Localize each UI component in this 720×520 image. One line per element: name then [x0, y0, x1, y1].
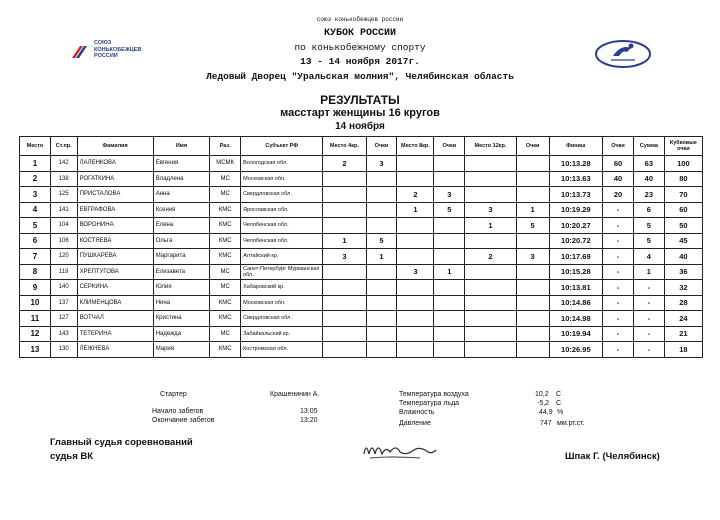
- cell-place: 3: [20, 187, 51, 203]
- end-label: Окончание забегов: [152, 417, 215, 424]
- cell-bib: 104: [50, 218, 77, 234]
- cell-region: Челябинская обл.: [241, 218, 323, 234]
- cell-o12: [516, 326, 549, 342]
- cell-p12: [465, 171, 516, 187]
- cell-o4: [366, 342, 397, 358]
- table-header-row: [20, 137, 703, 156]
- cell-fpts: 40: [603, 171, 634, 187]
- cell-fpts: -: [603, 233, 634, 249]
- cell-place: 12: [20, 326, 51, 342]
- end-time: 13:20: [300, 417, 318, 424]
- cell-p4: [323, 295, 366, 311]
- cell-finish: 10:19.29: [549, 202, 602, 218]
- cell-surname: КОСТЯЕВА: [77, 233, 153, 249]
- cell-region: Санкт-Петербург Мурманская обл.: [241, 264, 323, 280]
- ice-temp-label: Температура льда: [399, 400, 460, 407]
- cell-surname: СЕРКИНА: [77, 280, 153, 296]
- cell-fpts: -: [603, 326, 634, 342]
- cell-bib: 120: [50, 249, 77, 265]
- cell-place: 9: [20, 280, 51, 296]
- results-table: [19, 136, 703, 358]
- sport-subtitle: по конькобежному спорту: [294, 42, 426, 53]
- col-header: Очки: [603, 137, 634, 156]
- cell-o12: [516, 295, 549, 311]
- table-row: [20, 218, 703, 234]
- cell-o8: 5: [434, 202, 465, 218]
- cell-place: 5: [20, 218, 51, 234]
- cell-region: Хабаровский кр.: [241, 280, 323, 296]
- cell-finish: 10:26.95: [549, 342, 602, 358]
- cell-o4: 5: [366, 233, 397, 249]
- cell-name: Кристина: [153, 311, 210, 327]
- cell-place: 2: [20, 171, 51, 187]
- cell-o4: [366, 326, 397, 342]
- cell-p8: [397, 233, 434, 249]
- logo-text-line: СОЮЗ: [94, 40, 112, 46]
- cell-o12: 5: [516, 218, 549, 234]
- cell-rank: КМС: [210, 342, 241, 358]
- cell-p4: [323, 187, 366, 203]
- cell-p8: 1: [397, 202, 434, 218]
- table-row: [20, 187, 703, 203]
- air-temp-unit: С: [556, 391, 562, 398]
- cell-p4: [323, 342, 366, 358]
- cell-rank: КМС: [210, 218, 241, 234]
- cell-p8: [397, 311, 434, 327]
- cell-fpts: 60: [603, 156, 634, 172]
- cell-name: Нина: [153, 295, 210, 311]
- cell-bib: 127: [50, 311, 77, 327]
- col-header: Место 12кр.: [465, 137, 516, 156]
- cup-title: КУБОК РОССИИ: [323, 28, 396, 39]
- cell-sum: 5: [633, 233, 664, 249]
- cell-sum: 4: [633, 249, 664, 265]
- cell-finish: 10:20.27: [549, 218, 602, 234]
- cell-cup: 21: [664, 326, 702, 342]
- cell-o12: [516, 187, 549, 203]
- start-time: 13:05: [300, 408, 318, 415]
- cell-o8: 1: [434, 264, 465, 280]
- cell-finish: 10:15.28: [549, 264, 602, 280]
- col-header: Место 4кр.: [323, 137, 366, 156]
- cell-o12: [516, 233, 549, 249]
- cell-region: Московская обл.: [241, 171, 323, 187]
- col-header: Место 8кр.: [397, 137, 434, 156]
- cell-surname: РОГАТКИНА: [77, 171, 153, 187]
- cell-surname: ЕВГРАФОВА: [77, 202, 153, 218]
- cell-surname: ЛАЛЕНКОВА: [77, 156, 153, 172]
- cell-p8: [397, 326, 434, 342]
- cell-o12: [516, 311, 549, 327]
- skater-emblem-icon: [593, 38, 653, 70]
- chief-judge-title: Главный судья соревнований: [50, 437, 193, 448]
- cell-cup: 32: [664, 280, 702, 296]
- table-row: [20, 311, 703, 327]
- cell-p8: 2: [397, 187, 434, 203]
- cell-p12: 3: [465, 202, 516, 218]
- cell-place: 4: [20, 202, 51, 218]
- cell-bib: 106: [50, 233, 77, 249]
- cell-o8: [434, 218, 465, 234]
- cell-finish: 10:13.73: [549, 187, 602, 203]
- cell-p8: [397, 171, 434, 187]
- cell-cup: 80: [664, 171, 702, 187]
- col-header: Кубковые очки: [664, 137, 702, 156]
- cell-o4: [366, 218, 397, 234]
- pressure-label: Давление: [399, 420, 431, 427]
- cell-o8: 3: [434, 187, 465, 203]
- cell-o8: [434, 156, 465, 172]
- cell-cup: 70: [664, 187, 702, 203]
- cell-cup: 40: [664, 249, 702, 265]
- humidity: 44,9: [539, 409, 553, 416]
- cell-rank: МС: [210, 264, 241, 280]
- pressure: 747: [540, 420, 552, 427]
- cell-p12: [465, 187, 516, 203]
- cell-finish: 10:13.63: [549, 171, 602, 187]
- cell-cup: 24: [664, 311, 702, 327]
- cell-bib: 138: [50, 171, 77, 187]
- col-header: Очки: [516, 137, 549, 156]
- cell-fpts: -: [603, 249, 634, 265]
- cell-rank: МС: [210, 187, 241, 203]
- cell-o4: [366, 202, 397, 218]
- cell-o4: [366, 187, 397, 203]
- cell-p12: [465, 311, 516, 327]
- cell-finish: 10:14.86: [549, 295, 602, 311]
- cell-p12: 2: [465, 249, 516, 265]
- cell-rank: МС: [210, 171, 241, 187]
- cell-o4: [366, 280, 397, 296]
- cell-p4: 3: [323, 249, 366, 265]
- cell-o8: [434, 249, 465, 265]
- cell-rank: КМС: [210, 311, 241, 327]
- col-header: Место: [20, 137, 51, 156]
- col-header: Ст.пр.: [50, 137, 77, 156]
- cell-p8: [397, 156, 434, 172]
- cell-p8: [397, 218, 434, 234]
- cell-sum: -: [633, 295, 664, 311]
- cell-bib: 143: [50, 326, 77, 342]
- cell-name: Надежда: [153, 326, 210, 342]
- cell-p8: [397, 342, 434, 358]
- cell-cup: 45: [664, 233, 702, 249]
- cell-surname: ПУШКАРЕВА: [77, 249, 153, 265]
- air-temp: 10,2: [535, 391, 549, 398]
- event-dates: 13 - 14 ноября 2017г.: [300, 56, 420, 67]
- cell-p12: [465, 295, 516, 311]
- cell-region: Свердловская обл.: [241, 187, 323, 203]
- cell-finish: 10:19.94: [549, 326, 602, 342]
- cell-p8: [397, 280, 434, 296]
- cell-p4: 2: [323, 156, 366, 172]
- cell-p12: [465, 156, 516, 172]
- cell-region: Свердловская обл.: [241, 311, 323, 327]
- cell-o4: [366, 264, 397, 280]
- cell-place: 10: [20, 295, 51, 311]
- cell-sum: -: [633, 280, 664, 296]
- col-header: Сумма: [633, 137, 664, 156]
- cell-o12: [516, 280, 549, 296]
- cell-bib: 119: [50, 264, 77, 280]
- humidity-unit: %: [557, 409, 564, 416]
- table-row: [20, 264, 703, 280]
- cell-name: Анна: [153, 187, 210, 203]
- cell-cup: 18: [664, 342, 702, 358]
- cell-p12: [465, 280, 516, 296]
- cell-p12: [465, 342, 516, 358]
- cell-rank: МС: [210, 326, 241, 342]
- cell-bib: 125: [50, 187, 77, 203]
- cell-cup: 60: [664, 202, 702, 218]
- cell-fpts: -: [603, 280, 634, 296]
- cell-p4: 1: [323, 233, 366, 249]
- cell-name: Маргарита: [153, 249, 210, 265]
- cell-finish: 10:17.69: [549, 249, 602, 265]
- cell-o12: [516, 156, 549, 172]
- event-name: масстарт женщины 16 кругов: [280, 107, 440, 119]
- judge-signature: [360, 436, 440, 466]
- cell-place: 11: [20, 311, 51, 327]
- judge-category: судья ВК: [50, 451, 94, 462]
- cell-rank: МС: [210, 280, 241, 296]
- cell-sum: 6: [633, 202, 664, 218]
- cell-finish: 10:13.81: [549, 280, 602, 296]
- cell-fpts: -: [603, 264, 634, 280]
- results-title: РЕЗУЛЬТАТЫ: [320, 93, 400, 107]
- cell-cup: 100: [664, 156, 702, 172]
- cell-sum: 63: [633, 156, 664, 172]
- chief-judge-name: Шпак Г. (Челябинск): [565, 451, 660, 462]
- cell-p8: 3: [397, 264, 434, 280]
- cell-sum: 1: [633, 264, 664, 280]
- cell-p4: [323, 218, 366, 234]
- cell-o12: [516, 171, 549, 187]
- cell-place: 6: [20, 233, 51, 249]
- cell-o8: [434, 342, 465, 358]
- cell-region: Алтайский кр.: [241, 249, 323, 265]
- cell-name: Владлена: [153, 171, 210, 187]
- cell-fpts: 20: [603, 187, 634, 203]
- cell-bib: 140: [50, 280, 77, 296]
- cell-rank: КМС: [210, 295, 241, 311]
- cell-o4: [366, 295, 397, 311]
- union-logo-icon: [70, 42, 90, 62]
- cell-bib: 130: [50, 342, 77, 358]
- start-label: Начало забегов: [152, 408, 204, 415]
- cell-p4: [323, 171, 366, 187]
- cell-fpts: -: [603, 202, 634, 218]
- cell-name: Юлия: [153, 280, 210, 296]
- cell-rank: КМС: [210, 249, 241, 265]
- cell-name: Евгения: [153, 156, 210, 172]
- ice-temp: -5,2: [537, 400, 550, 407]
- starter-name: Крашенинин А.: [270, 391, 320, 398]
- cell-region: Челябинская обл.: [241, 233, 323, 249]
- results-body: [20, 156, 703, 358]
- ice-temp-unit: С: [556, 400, 562, 407]
- cell-p8: [397, 249, 434, 265]
- cell-sum: -: [633, 326, 664, 342]
- union-header: союз конькобежцев россии: [316, 16, 404, 23]
- cell-o8: [434, 171, 465, 187]
- cell-region: Вологодская обл.: [241, 156, 323, 172]
- cell-surname: ПРИСТАЛОВА: [77, 187, 153, 203]
- cell-name: Ольга: [153, 233, 210, 249]
- cell-surname: ХРЕПТУГОВА: [77, 264, 153, 280]
- cell-finish: 10:14.98: [549, 311, 602, 327]
- cell-p12: 1: [465, 218, 516, 234]
- cell-p4: [323, 280, 366, 296]
- cell-bib: 142: [50, 156, 77, 172]
- cell-place: 1: [20, 156, 51, 172]
- cell-cup: 28: [664, 295, 702, 311]
- cell-p12: [465, 326, 516, 342]
- logo-text-line: РОССИИ: [94, 53, 118, 59]
- cell-surname: ВОРОНИНА: [77, 218, 153, 234]
- cell-p4: [323, 311, 366, 327]
- col-header: Имя: [153, 137, 210, 156]
- table-row: [20, 326, 703, 342]
- cell-o8: [434, 280, 465, 296]
- cell-surname: КЛИМЕНЦОВА: [77, 295, 153, 311]
- table-row: [20, 202, 703, 218]
- air-temp-label: Температура воздуха: [399, 391, 469, 398]
- cell-fpts: -: [603, 218, 634, 234]
- table-row: [20, 156, 703, 172]
- cell-fpts: -: [603, 295, 634, 311]
- cell-o8: [434, 233, 465, 249]
- table-row: [20, 295, 703, 311]
- cell-rank: МСМК: [210, 156, 241, 172]
- cell-surname: ТЕТЕРИНА: [77, 326, 153, 342]
- table-row: [20, 171, 703, 187]
- starter-label: Стартер: [160, 391, 187, 398]
- cell-o12: 1: [516, 202, 549, 218]
- cell-o12: 3: [516, 249, 549, 265]
- cell-place: 13: [20, 342, 51, 358]
- cell-p4: [323, 202, 366, 218]
- cell-finish: 10:20.72: [549, 233, 602, 249]
- col-header: Раз.: [210, 137, 241, 156]
- pressure-unit: мм.рт.ст.: [557, 420, 585, 427]
- event-date: 14 ноября: [335, 121, 385, 132]
- cell-o8: [434, 311, 465, 327]
- cell-sum: 40: [633, 171, 664, 187]
- col-header: Фамилия: [77, 137, 153, 156]
- cell-sum: 5: [633, 218, 664, 234]
- cell-cup: 36: [664, 264, 702, 280]
- cell-p12: [465, 233, 516, 249]
- cell-name: Мария: [153, 342, 210, 358]
- cell-rank: КМС: [210, 202, 241, 218]
- cell-p4: [323, 326, 366, 342]
- col-header: Финиш: [549, 137, 602, 156]
- col-header: Очки: [366, 137, 397, 156]
- cell-o4: [366, 311, 397, 327]
- table-row: [20, 280, 703, 296]
- cell-name: Ксения: [153, 202, 210, 218]
- cell-o4: [366, 171, 397, 187]
- table-row: [20, 249, 703, 265]
- skating-emblem: [593, 38, 653, 70]
- table-row: [20, 233, 703, 249]
- table-row: [20, 342, 703, 358]
- venue: Ледовый Дворец "Уральская молния", Челябинская область: [206, 71, 514, 82]
- cell-sum: 23: [633, 187, 664, 203]
- cell-o12: [516, 342, 549, 358]
- cell-place: 7: [20, 249, 51, 265]
- cell-p12: [465, 264, 516, 280]
- cell-region: Костромская обл.: [241, 342, 323, 358]
- col-header: Очки: [434, 137, 465, 156]
- cell-o8: [434, 295, 465, 311]
- cell-fpts: -: [603, 311, 634, 327]
- cell-fpts: -: [603, 342, 634, 358]
- cell-surname: ЛЕЖНЕВА: [77, 342, 153, 358]
- cell-o12: [516, 264, 549, 280]
- cell-sum: -: [633, 311, 664, 327]
- humidity-label: Влажность: [399, 409, 435, 416]
- col-header: Субъект РФ: [241, 137, 323, 156]
- cell-cup: 50: [664, 218, 702, 234]
- union-logo: [70, 38, 140, 66]
- cell-place: 8: [20, 264, 51, 280]
- cell-name: Елизавета: [153, 264, 210, 280]
- cell-rank: КМС: [210, 233, 241, 249]
- cell-surname: ВОТЧАЛ: [77, 311, 153, 327]
- cell-region: Забайкальский кр.: [241, 326, 323, 342]
- cell-o4: 3: [366, 156, 397, 172]
- cell-bib: 141: [50, 202, 77, 218]
- cell-region: Ярославская обл.: [241, 202, 323, 218]
- logo-text-line: КОНЬКОБЕЖЦЕВ: [94, 46, 142, 53]
- cell-p8: [397, 295, 434, 311]
- cell-region: Московская обл.: [241, 295, 323, 311]
- cell-o8: [434, 326, 465, 342]
- cell-bib: 137: [50, 295, 77, 311]
- cell-sum: -: [633, 342, 664, 358]
- cell-finish: 10:13.28: [549, 156, 602, 172]
- cell-o4: 1: [366, 249, 397, 265]
- cell-p4: [323, 264, 366, 280]
- cell-name: Елена: [153, 218, 210, 234]
